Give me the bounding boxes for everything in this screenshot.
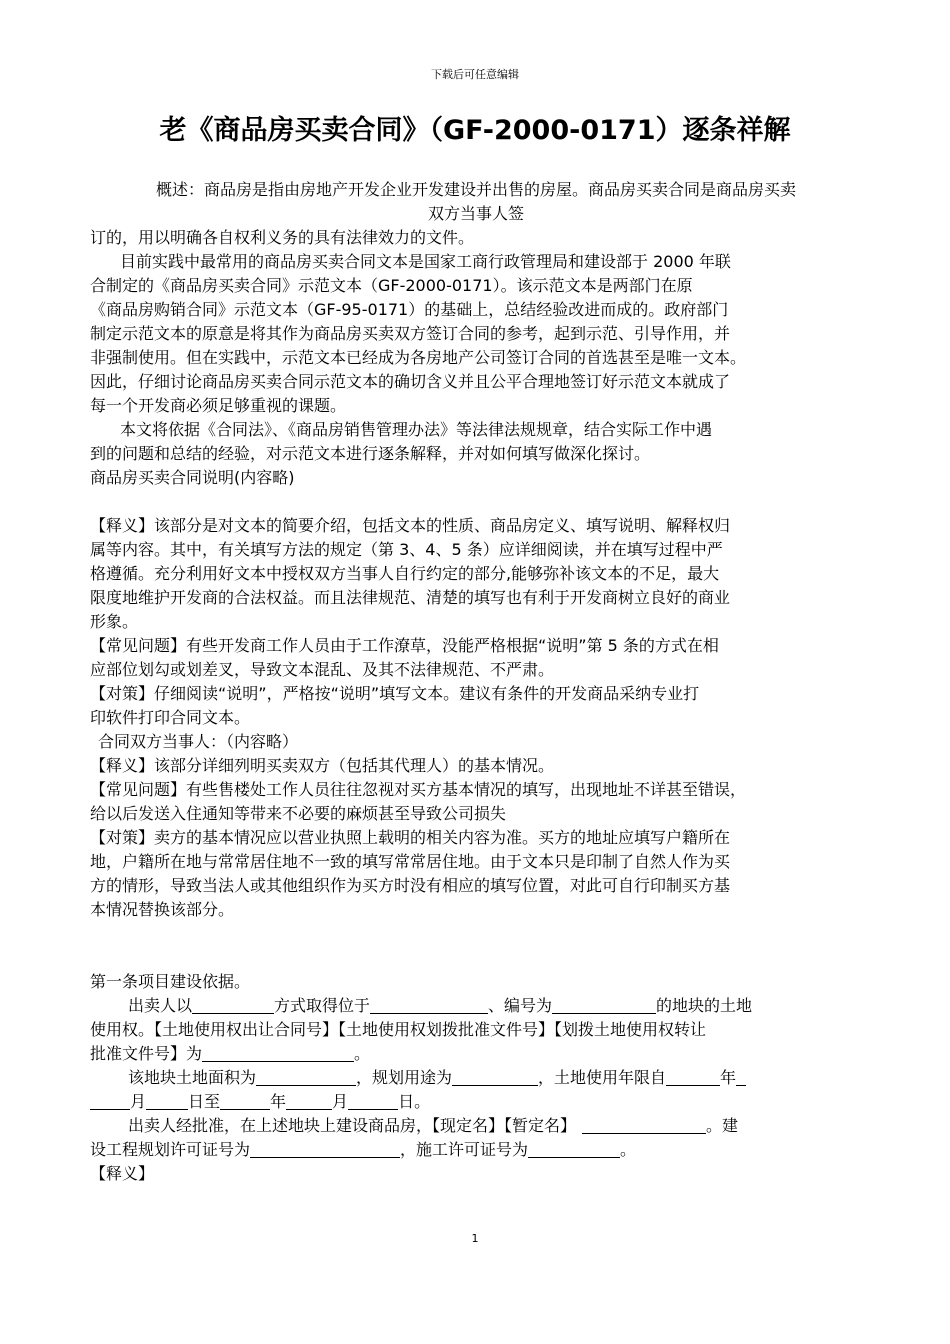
paragraph-line: 【对策】卖方的基本情况应以营业执照上载明的相关内容为准。买方的地址应填写户籍所在	[90, 828, 731, 847]
blank-field[interactable]	[146, 1092, 188, 1110]
clause-line: 设工程规划许可证号为 ，施工许可证号为 。	[90, 1140, 637, 1159]
paragraph-line: 双方当事人签	[427, 204, 524, 223]
paragraph-line: 【对策】仔细阅读“说明”，严格按“说明”填写文本。建议有条件的开发商品采纳专业打	[90, 684, 700, 703]
paragraph-line: 【释义】该部分详细列明买卖双方（包括其代理人）的基本情况。	[90, 756, 555, 775]
paragraph-line: 限度地维护开发商的合法权益。而且法律规范、清楚的填写也有利于开发商树立良好的商业	[90, 588, 731, 607]
section-heading: 商品房买卖合同说明(内容略)	[90, 468, 295, 487]
clause-line: 【释义】	[90, 1164, 155, 1183]
blank-field[interactable]	[348, 1092, 398, 1110]
blank-field[interactable]	[256, 1068, 356, 1086]
paragraph-line: 【常见问题】有些售楼处工作人员往往忽视对买方基本情况的填写，出现地址不详甚至错误，	[90, 780, 747, 799]
paragraph-line: 给以后发送入住通知等带来不必要的麻烦甚至导致公司损失	[90, 804, 507, 823]
paragraph-line: 【常见问题】有些开发商工作人员由于工作潦草，没能严格根据“说明”第 5 条的方式在相	[90, 636, 719, 655]
paragraph-line: 制定示范文本的原意是将其作为商品房买卖双方签订合同的参考，起到示范、引导作用，并	[90, 324, 731, 343]
blank-field[interactable]	[370, 996, 488, 1014]
paragraph-line: 属等内容。其中，有关填写方法的规定（第 3、4、5 条）应详细阅读，并在填写过程中严	[90, 540, 723, 559]
paragraph-line: 【释义】该部分是对文本的简要介绍，包括文本的性质、商品房定义、填写说明、解释权归	[90, 516, 731, 535]
blank-field[interactable]	[528, 1140, 620, 1158]
blank-field[interactable]	[582, 1116, 706, 1134]
document-title: 老《商品房买卖合同》（GF-2000-0171）逐条祥解	[159, 115, 791, 146]
paragraph-line: 到的问题和总结的经验，对示范文本进行逐条解释，并对如何填写做深化探讨。	[90, 444, 651, 463]
paragraph-line: 印软件打印合同文本。	[90, 708, 251, 727]
page-header: 下载后可任意编辑	[431, 68, 519, 81]
clause-line: 使用权。【土地使用权出让合同号】【土地使用权划拨批准文件号】【划拨土地使用权转让	[90, 1020, 707, 1039]
blank-field[interactable]	[286, 1092, 332, 1110]
paragraph-line: 合制定的《商品房买卖合同》示范文本（GF-2000-0171）。该示范文本是两部门在原	[90, 276, 693, 295]
paragraph-line: 订的，用以明确各自权利义务的具有法律效力的文件。	[90, 228, 475, 247]
paragraph-line: 本文将依据《合同法》、《商品房销售管理办法》等法律法规规章，结合实际工作中遇	[120, 420, 713, 439]
clause-line: 出卖人经批准，在上述地块上建设商品房，【现定名】【暂定名】 。建	[128, 1116, 739, 1135]
paragraph-line: 每一个开发商必须足够重视的课题。	[90, 396, 347, 415]
blank-field[interactable]	[452, 1068, 538, 1086]
paragraph-line: 概述：商品房是指由房地产开发企业开发建设并出售的房屋。商品房买卖合同是商品房买卖	[155, 180, 796, 199]
blank-field[interactable]	[250, 1140, 400, 1158]
paragraph-line: 应部位划勾或划差叉，导致文本混乱、及其不法律规范、不严肃。	[90, 660, 555, 679]
page-number: 1	[471, 1232, 479, 1245]
paragraph-line: 《商品房购销合同》示范文本（GF-95-0171）的基础上，总结经验改进而成的。政府部门	[90, 300, 729, 319]
blank-field[interactable]	[666, 1068, 720, 1086]
clause-line: 出卖人以 方式取得位于 、编号为 的地块的土地	[128, 996, 753, 1015]
section-heading: 合同双方当事人：（内容略）	[98, 732, 299, 751]
blank-field[interactable]	[90, 1092, 130, 1110]
blank-field[interactable]	[220, 1092, 270, 1110]
clause-heading: 第一条项目建设依据。	[90, 972, 251, 991]
blank-field[interactable]	[202, 1044, 354, 1062]
paragraph-line: 非强制使用。但在实践中，示范文本已经成为各房地产公司签订合同的首选甚至是唯一文本。	[90, 348, 747, 367]
clause-line: 该地块土地面积为 ，规划用途为 ，土地使用年限自 年	[90, 1066, 862, 1090]
document-body	[90, 178, 862, 1186]
paragraph-line: 方的情形，导致当法人或其他组织作为买方时没有相应的填写位置，对此可自行印制买方基	[90, 876, 731, 895]
paragraph-line: 本情况替换该部分。	[90, 900, 235, 919]
clause-line: 月 日至 年 月 日。	[90, 1090, 862, 1114]
paragraph-line: 形象。	[90, 612, 139, 631]
blank-field[interactable]	[736, 1068, 746, 1086]
paragraph-line: 地，户籍所在地与常常居住地不一致的填写常常居住地。由于文本只是印制了自然人作为买	[90, 852, 731, 871]
blank-field[interactable]	[192, 996, 274, 1014]
clause-line: 批准文件号】为 。	[90, 1044, 371, 1063]
paragraph-line: 目前实践中最常用的商品房买卖合同文本是国家工商行政管理局和建设部于 2000 年联	[120, 252, 731, 271]
paragraph-line: 因此，仔细讨论商品房买卖合同示范文本的确切含义并且公平合理地签订好示范文本就成了	[90, 372, 731, 391]
paragraph-line: 格遵循。充分利用好文本中授权双方当事人自行约定的部分,能够弥补该文本的不足，最大	[90, 564, 720, 583]
blank-field[interactable]	[552, 996, 656, 1014]
